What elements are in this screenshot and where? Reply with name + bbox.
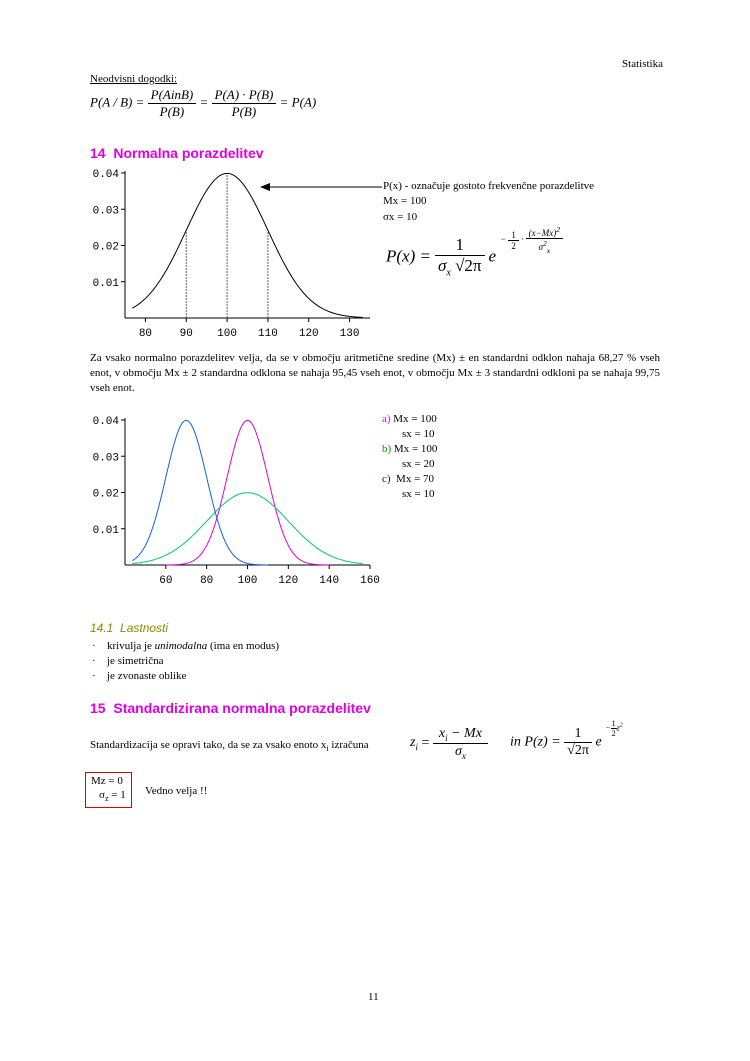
exponent-fraction xyxy=(526,225,563,255)
exponent-sign: − xyxy=(500,234,507,245)
section-14-number: 14 xyxy=(90,145,106,161)
property-emphasis: unimodalna xyxy=(154,640,208,652)
sx-value: σx = 10 xyxy=(383,211,418,223)
y-tick-label: 0.02 xyxy=(92,241,119,254)
z-equals: = xyxy=(421,735,430,751)
pdf-fraction xyxy=(435,235,485,278)
exponent-half-numerator: 1 xyxy=(508,230,519,241)
properties-list xyxy=(90,639,279,684)
sentence-subscript: i xyxy=(326,744,329,754)
x-tick-label: 80 xyxy=(200,575,214,587)
exponent-denominator-power: 2 xyxy=(542,239,547,249)
legend-mx-c: Mx = 70 xyxy=(396,473,435,485)
normal-distribution-paragraph: Za vsako normalno porazdelitev velja, da se v območju aritmetične sredine (Mx) ± en standardni odklon nahaja 68,27 % vseh enot, v območju Mx ± 2 standardna odklona se nahaja 95,45 vseh enot, v območju Mx ± 3 standardni odkloni pa se nahaja 99,75 vseh enot. xyxy=(90,352,660,394)
sqrt-icon: √ xyxy=(455,256,465,275)
chart-legend xyxy=(382,412,437,502)
pz-numerator: 1 xyxy=(564,726,592,743)
z-fraction xyxy=(433,726,488,761)
pz-lhs: in P(z) = xyxy=(510,734,561,750)
pz-fraction xyxy=(564,726,592,759)
formula-rhs: = P(A) xyxy=(279,94,317,110)
exponent-numerator-power: 2 xyxy=(556,225,560,235)
y-tick-label: 0.01 xyxy=(92,277,119,290)
normal-pdf-formula xyxy=(386,225,563,279)
legend-entry-a xyxy=(382,412,437,427)
x-tick-label: 120 xyxy=(278,575,299,587)
property-item xyxy=(90,654,279,669)
standardization-sentence xyxy=(90,739,369,753)
page-number: 11 xyxy=(368,991,379,1003)
section-15-heading xyxy=(90,700,371,716)
fraction-1 xyxy=(148,87,197,120)
pz-denominator xyxy=(564,743,592,759)
exponent-denominator xyxy=(526,239,563,255)
sqrt-radicand: 2π xyxy=(464,256,482,275)
x-tick-label: 100 xyxy=(237,575,258,587)
section-15-number: 15 xyxy=(90,700,106,716)
exponent-denominator-text: σ xyxy=(538,242,543,253)
property-text: krivulja je xyxy=(107,640,155,652)
curve-series-n-100-10- xyxy=(132,173,362,317)
property-text: je zvonaste oblike xyxy=(107,670,187,682)
z-denominator-sigma: σ xyxy=(454,743,462,759)
formula-lhs: P(A / B) = xyxy=(90,94,145,110)
section-15-title: Standardizirana normalna porazdelitev xyxy=(113,700,371,716)
three-normal-curves-chart xyxy=(85,410,385,590)
exponent-numerator xyxy=(526,225,563,239)
fraction-1-denominator: P(B) xyxy=(159,104,185,119)
z-numerator xyxy=(433,726,488,744)
x-tick-label: 80 xyxy=(138,328,153,340)
sigma-z-rest: = 1 xyxy=(108,789,126,801)
pdf-numerator: 1 xyxy=(435,235,485,256)
independent-events-label: Neodvisni dogodki: xyxy=(90,73,178,85)
pdf-denominator xyxy=(435,256,485,278)
sigma-subscript: x xyxy=(446,267,451,279)
pdf-lhs: P(x) = xyxy=(386,246,431,266)
legend-letter-c: c) xyxy=(382,473,391,485)
pz-exponent xyxy=(605,719,623,738)
exponent-half xyxy=(508,230,519,251)
fraction-2-numerator: P(A) · P(B) xyxy=(212,87,277,104)
x-tick-label: 140 xyxy=(319,575,340,587)
exponent-half-denominator: 2 xyxy=(511,240,516,251)
property-item xyxy=(90,639,279,654)
property-item xyxy=(90,669,279,684)
legend-entry-b xyxy=(382,442,437,457)
exponent-numerator-text: (x−Mx) xyxy=(528,228,557,239)
z-numerator-subscript: i xyxy=(445,732,448,743)
x-tick-label: 120 xyxy=(298,328,319,340)
arrowhead xyxy=(260,183,270,191)
y-tick-label: 0.04 xyxy=(92,416,119,428)
section-14-1-heading xyxy=(90,621,168,635)
sigma-z-subscript: z xyxy=(104,794,109,804)
exp-base: e xyxy=(488,246,497,266)
section-14-title: Normalna porazdelitev xyxy=(113,145,264,161)
sigma-z-value xyxy=(91,788,126,806)
x-tick-label: 160 xyxy=(360,575,380,587)
z-lhs xyxy=(410,735,418,750)
x-tick-label: 60 xyxy=(159,575,173,587)
x-tick-label: 130 xyxy=(339,328,360,340)
z-numerator-rest: − Mx xyxy=(447,726,482,741)
exponent-denominator-subscript: x xyxy=(546,246,551,256)
always-holds-note: Vedno velja !! xyxy=(145,785,208,797)
pz-exponent-numerator: 1 xyxy=(611,719,616,729)
section-14-1-number: 14.1 xyxy=(90,621,114,635)
z-numerator-x: x xyxy=(438,726,446,741)
z-score-formula xyxy=(410,726,488,761)
sigma-symbol: σ xyxy=(437,256,447,275)
z-denominator xyxy=(433,744,488,761)
legend-sx-b: sx = 20 xyxy=(402,458,435,470)
mz-value: Mz = 0 xyxy=(91,775,123,787)
pz-exponent-denominator: 2 xyxy=(611,729,616,739)
annotation-text: P(x) - označuje gostoto frekvenčne porazdelitve xyxy=(383,180,595,192)
sigma-z-symbol: σ xyxy=(99,789,105,801)
z-symbol: z xyxy=(410,734,416,750)
standard-normal-pdf-formula xyxy=(510,719,623,759)
fraction-2-denominator: P(B) xyxy=(231,104,257,119)
running-title: Statistika xyxy=(622,58,663,70)
pz-exp-base: e xyxy=(595,734,602,750)
y-tick-label: 0.04 xyxy=(92,169,119,181)
pz-exponent-var: z xyxy=(616,723,620,733)
legend-mx-a: Mx = 100 xyxy=(393,413,437,425)
x-tick-label: 90 xyxy=(179,328,193,340)
sqrt-icon: √ xyxy=(567,743,575,758)
standard-normal-params-box xyxy=(85,772,132,808)
curve-series-b xyxy=(132,493,362,564)
fraction-1-numerator: P(AinB) xyxy=(148,87,197,104)
legend-mx-b: Mx = 100 xyxy=(393,443,438,455)
pz-exponent-sign: − xyxy=(605,723,611,733)
property-text-end: (ima en modus) xyxy=(207,640,280,652)
z-denominator-subscript: x xyxy=(461,750,466,761)
section-14-heading xyxy=(90,145,264,161)
legend-letter-b: b) xyxy=(382,443,392,455)
section-14-1-title: Lastnosti xyxy=(120,621,169,635)
legend-letter-a: a) xyxy=(382,413,391,425)
sentence-text: Standardizacija se opravi tako, da se za vsako enoto x xyxy=(90,739,327,751)
y-tick-label: 0.02 xyxy=(92,488,119,501)
fraction-2 xyxy=(212,87,277,120)
pz-radicand: 2π xyxy=(574,743,589,758)
exponent-dot: · xyxy=(521,234,524,245)
mx-value: Mx = 100 xyxy=(383,195,427,207)
z-subscript: i xyxy=(415,741,418,752)
sentence-end: izračuna xyxy=(328,739,369,751)
equals-sign: = xyxy=(199,94,209,110)
x-tick-label: 110 xyxy=(258,328,278,340)
property-text: je simetrična xyxy=(107,655,164,667)
y-tick-label: 0.03 xyxy=(92,452,119,465)
legend-sx-c: sx = 10 xyxy=(402,488,435,500)
independent-events-formula xyxy=(90,87,316,120)
x-tick-label: 100 xyxy=(217,328,237,340)
pz-exponent-power: 2 xyxy=(619,723,623,730)
legend-entry-c xyxy=(382,472,437,487)
y-tick-label: 0.01 xyxy=(92,524,119,537)
legend-sx-a: sx = 10 xyxy=(402,428,435,440)
y-tick-label: 0.03 xyxy=(92,205,119,218)
annotation-arrow xyxy=(258,180,383,194)
exponent xyxy=(500,225,563,255)
